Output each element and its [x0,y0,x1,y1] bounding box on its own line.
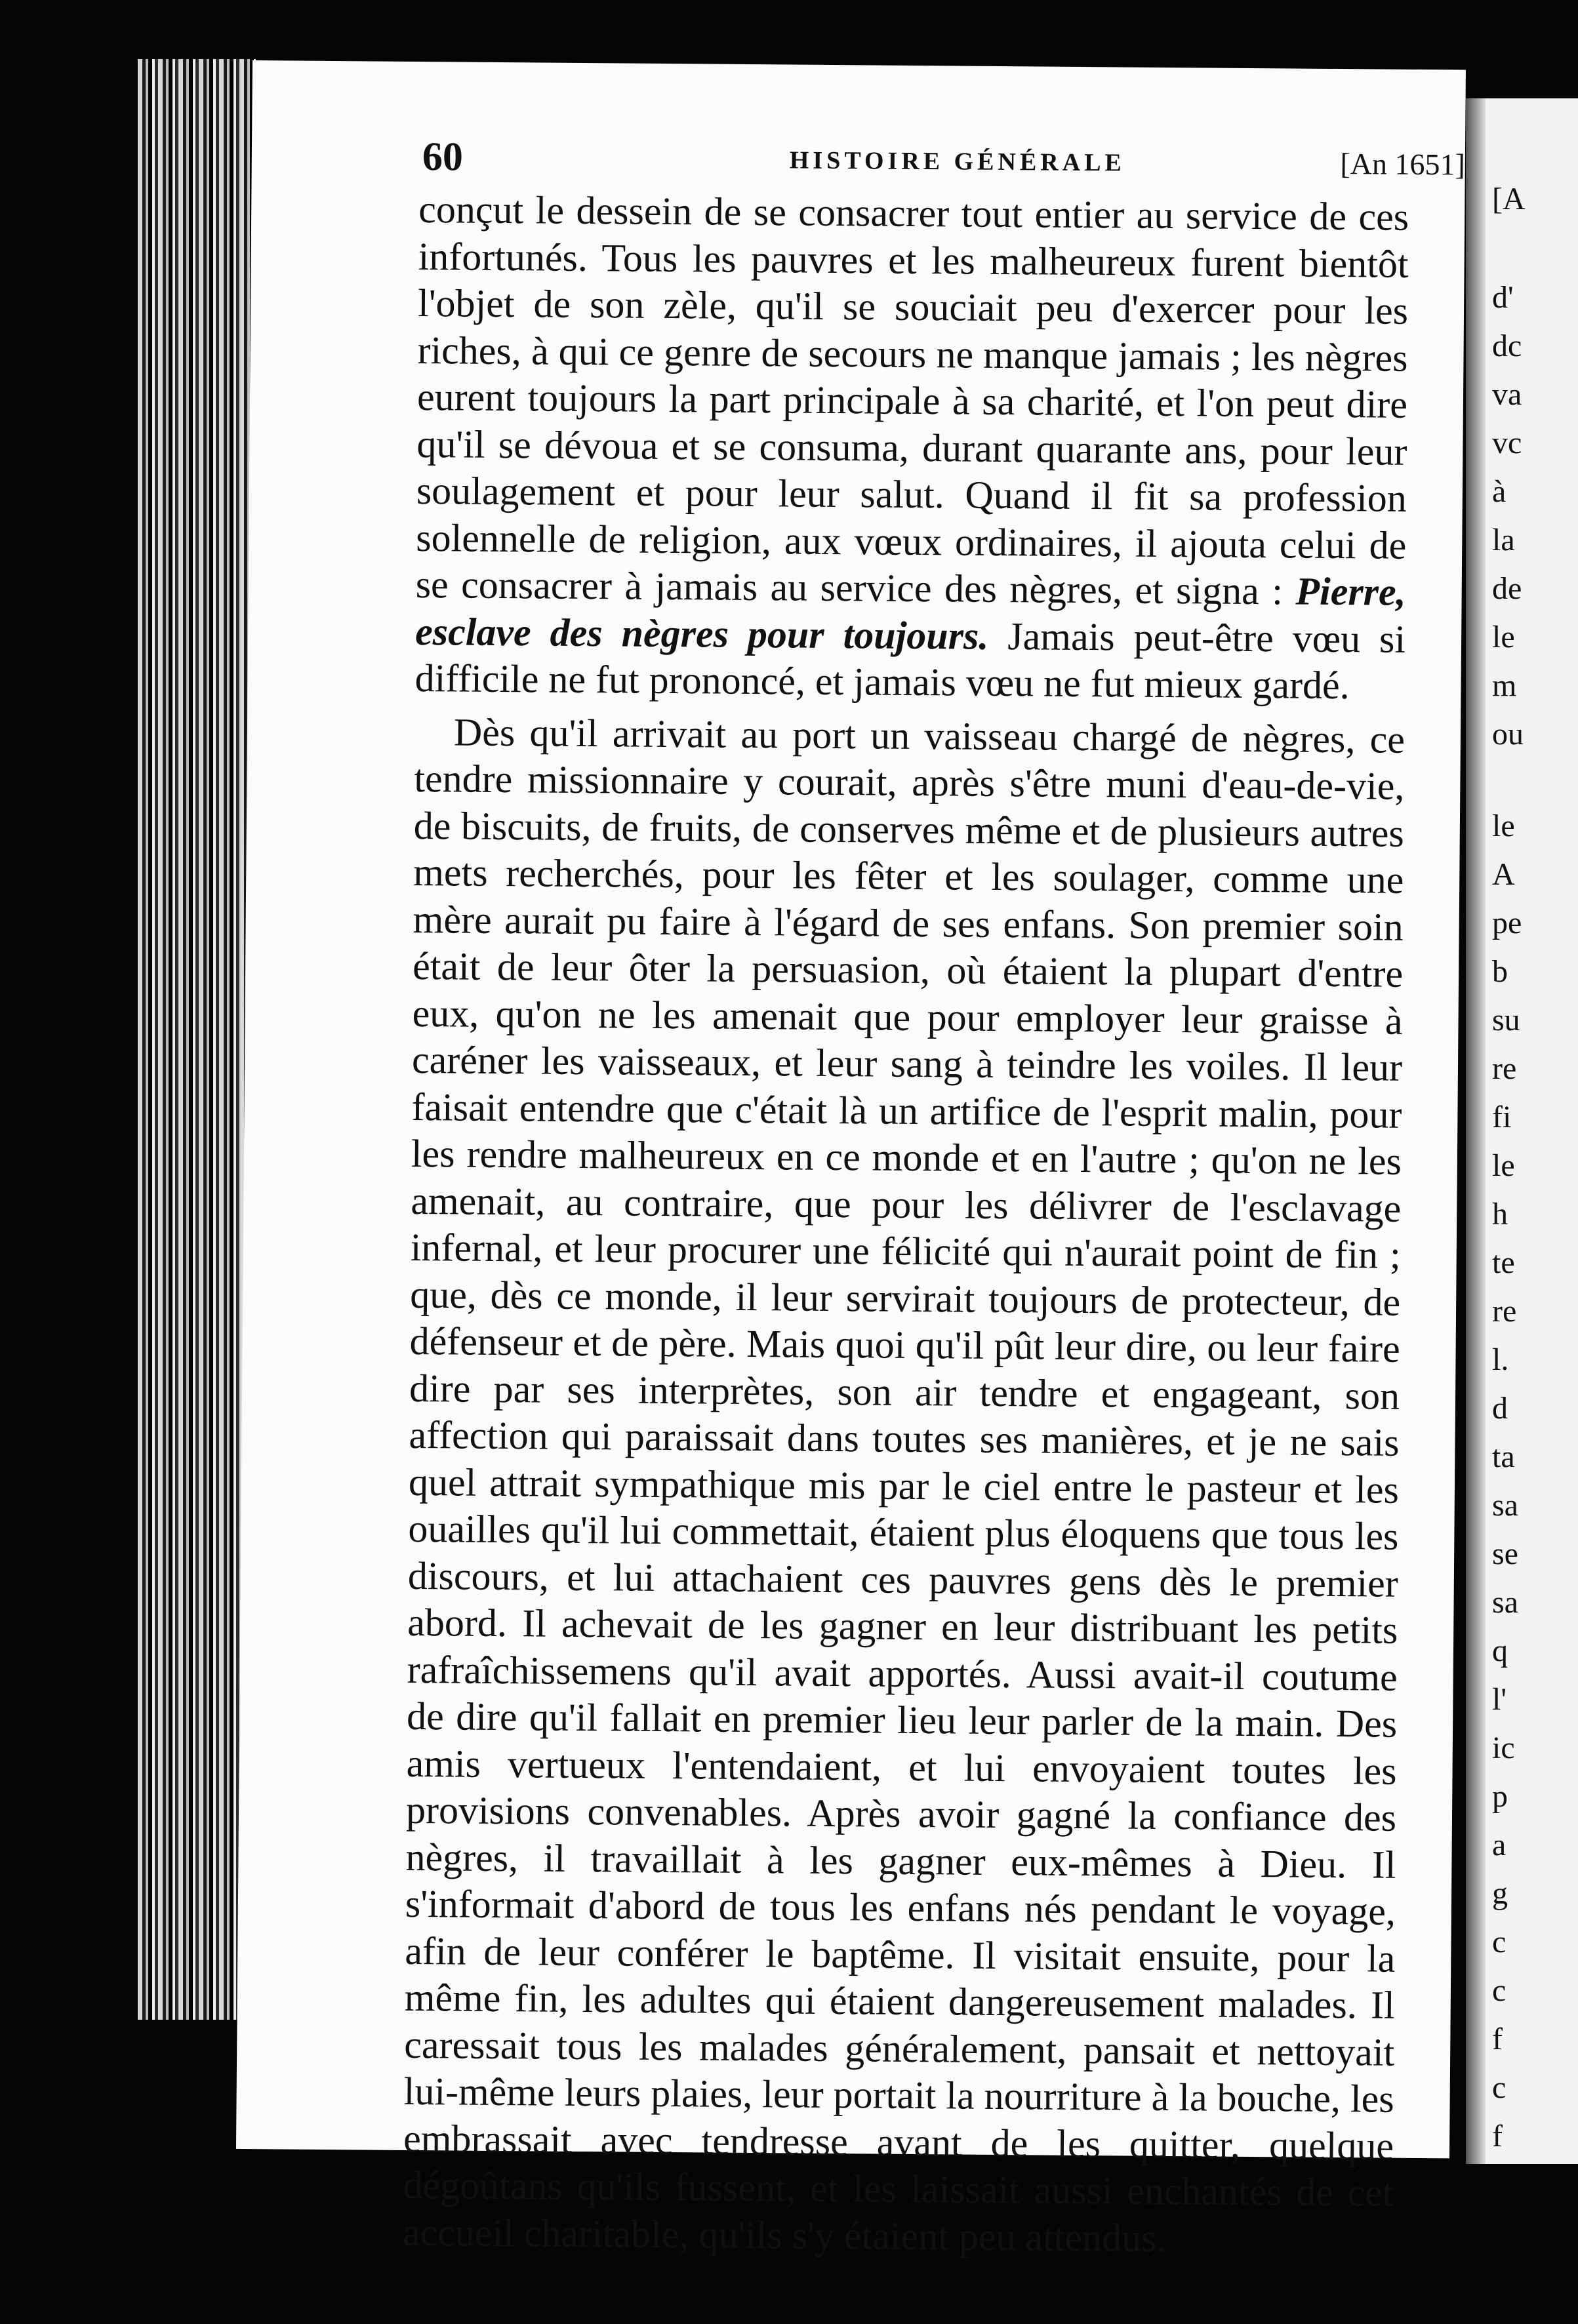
facing-page-fragment: q [1492,1633,1508,1668]
book-page [236,60,1466,2260]
gutter-shadow [1466,98,1486,2164]
paragraph-1-after: Jamais peut-être vœu si difficile ne fut prononcé, et jamais vœu ne fut mieux gardé. [415,614,1406,708]
facing-page-fragment: va [1492,377,1522,412]
facing-page-fragment: p [1492,1779,1508,1814]
facing-page-fragment: de [1492,571,1522,606]
facing-page-fragment: fi [1492,1100,1512,1134]
facing-page-fragment: c [1492,1973,1507,2008]
facing-page-fragment: h [1492,1197,1508,1232]
facing-page-fragment: te [1492,1245,1515,1280]
page-edges [138,59,256,2020]
facing-page-fragment: g [1492,1876,1508,1911]
facing-page-fragment: la [1492,523,1515,557]
facing-page-fragment: ta [1492,1439,1515,1474]
running-title: HISTOIRE GÉNÉRALE [789,146,1126,177]
facing-page-fragment: sa [1492,1585,1518,1620]
page-header [422,134,1466,188]
paragraph-2: Dès qu'il arrivait au port un vaisseau chargé de nègres, ce tendre missionnaire y courait, après s'être muni d'eau-de-vie, de biscuits, de fruits, de conserves même et de plusieurs autres mets recherchés, pour les fêter et les soulager, comme une mère aurait pu faire à l'égard de ses enfans. Son premier soin était de leur ôter la persuasion, où étaient la plupart d'entre eux, qu'on ne les amenait que pour employer leur graisse à caréner les vaisseaux, et leur sang à teindre les voiles. Il leur faisait entendre que c'était là un artifice de l'esprit malin, pour les rendre malheureux en ce monde et en l'autre ; qu'on ne les amenait, au contraire, que pour les délivrer de l'esclavage infernal, et leur procurer une félicité qui n'aurait point de fin ; que, dès ce monde, il leur servirait toujours de protecteur, de défenseur et de père. Mais quoi qu'il pût leur dire, ou leur faire dire par ses interprètes, son air tendre et engageant, son affection qui paraissait dans toutes ses manières, et je ne sais quel attrait sympathique mis par le ciel entre le pasteur et les ouailles qu'il lui commettait, étaient plus éloquens que tous les discours, et lui attachaient ces pauvres gens dès le premier abord. Il achevait de les gagner en leur distribuant les petits rafraîchissemens qu'il avait apportés. Aussi avait-il coutume de dire qu'il fallait en premier lieu leur parler de la main. Des amis vertueux l'entendaient, et lui envoyaient toutes les provisions convenables. Après avoir gagné la confiance des nègres, il travaillait à les gagner eux-mêmes à Dieu. Il s'informait d'abord de tous les enfans nés pendant le voyage, afin de leur conférer le baptême. Il visitait ensuite, pour la même fin, les adultes qui étaient dangereusement malades. Il caressait tous les malades généralement, pansait et nettoyait lui-même leurs plaies, leur portait la nourriture à la bouche, les embrassait avec tendresse avant de les quitter, quelque dégoûtans qu'ils fussent, et les laissait aussi enchantés de cet accueil charitable, qu'ils s'y étaient peu attendus. [402,710,1406,2260]
signature-quote: Pierre, esclave des nègres pour toujours. [415,569,1406,658]
facing-page-fragment: le [1492,1148,1515,1183]
facing-page-fragment: sa [1492,1488,1518,1523]
facing-page-fragment: l' [1492,1682,1507,1717]
facing-page-fragment: re [1492,1051,1517,1086]
facing-page-fragment: b [1492,954,1508,989]
facing-page-strip [1466,98,1578,2164]
body-text [403,186,1409,2264]
facing-page-fragment: f [1492,2022,1503,2056]
facing-page-fragment: a [1492,1828,1507,1862]
facing-page-fragment: m [1492,668,1517,703]
facing-page-fragment: ic [1492,1731,1515,1765]
facing-page-fragment: se [1492,1536,1518,1571]
page-number: 60 [422,134,464,180]
paragraph-1-before: conçut le dessein de se consacrer tout entier au service de ces infortunés. Tous les pauvres et les malheureux furent bientôt l'objet de son zèle, qu'il se souciait peu d'exercer pour les riches, à qui ce genre de secours ne manque jamais ; les nègres eurent toujours la part principale à sa charité, et l'on peut dire qu'il se dévoua et se consuma, durant quarante ans, pour leur soulagement et pour leur salut. Quand il fit sa profession solennelle de religion, aux vœux ordinaires, il ajouta celui de se consacrer à jamais au service des nègres, et signa : [415,187,1409,613]
facing-page-fragment: à [1492,474,1507,509]
paragraph-1 [415,186,1409,710]
facing-page-fragment: [A [1492,182,1526,216]
facing-page-fragment: dc [1492,329,1522,363]
facing-page-fragment: d' [1492,280,1514,315]
facing-page-fragment: vc [1492,426,1522,460]
facing-page-fragment: le [1492,620,1515,654]
facing-page-fragment: su [1492,1003,1520,1037]
facing-page-fragment: c [1492,2070,1507,2105]
facing-page-fragment: re [1492,1294,1517,1329]
year-reference: [An 1651] [1340,147,1466,182]
facing-page-fragment: f [1492,2119,1503,2154]
facing-page-fragment: pe [1492,906,1522,940]
facing-page-fragment: A [1492,857,1515,892]
facing-page-fragment: c [1492,1925,1507,1959]
facing-page-fragment: l. [1492,1342,1509,1377]
facing-page-fragment: d [1492,1391,1508,1426]
facing-page-fragment: ou [1492,717,1524,751]
facing-page-fragment: le [1492,809,1515,843]
